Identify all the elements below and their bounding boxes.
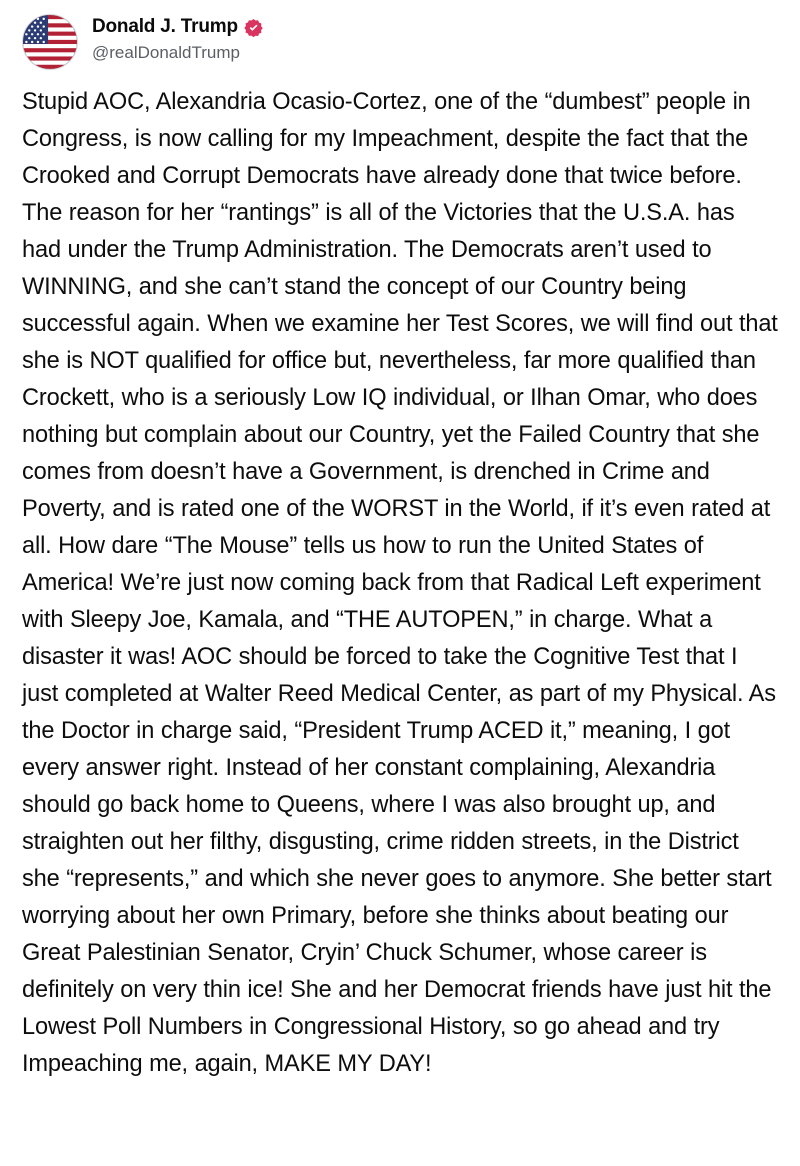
author-display-name[interactable]: Donald J. Trump	[92, 16, 238, 37]
avatar[interactable]	[22, 14, 78, 70]
verified-check-icon	[244, 18, 263, 37]
author-identity	[92, 14, 263, 62]
author-name-row	[92, 17, 263, 38]
author-handle[interactable]: @realDonaldTrump	[92, 42, 240, 62]
post-text: Stupid AOC, Alexandria Ocasio-Cortez, one of the “dumbest” people in Congress, is now calling for my Impeachment, despite the fact that the Crooked and Corrupt Democrats have already done that twice before. The reason for her “rantings” is all of the Victories that the U.S.A. has had under the Trump Administration. The Democrats aren’t used to WINNING, and she can’t stand the concept of our Country being successful again. When we examine her Test Scores, we will find out that she is NOT qualified for office but, nevertheless, far more qualified than Crockett, who is a seriously Low IQ individual, or Ilhan Omar, who does nothing but complain about our Country, yet the Failed Country that she comes from doesn’t have a Government, is drenched in Crime and Poverty, and is rated one of the WORST in the World, if it’s even rated at all. How dare “The Mouse” tells us how to run the United States of America! We’re just now coming back from that Radical Left experiment with Sleepy Joe, Kamala, and “THE AUTOPEN,” in charge. What a disaster it was! AOC should be forced to take the Cognitive Test that I just completed at Walter Reed Medical Center, as part of my Physical. As the Doctor in charge said, “President Trump ACED it,” meaning, I got every answer right. Instead of her constant complaining, Alexandria should go back home to Queens, where I was also brought up, and straighten out her filthy, disgusting, crime ridden streets, in the District she “represents,” and which she never goes to anymore. She better start worrying about her own Primary, before she thinks about beating our Great Palestinian Senator, Cryin’ Chuck Schumer, whose career is definitely on very thin ice! She and her Democrat friends have just hit the Lowest Poll Numbers in Congressional History, so go ahead and try Impeaching me, again, MAKE MY DAY!	[22, 89, 778, 1077]
post-header	[22, 14, 778, 70]
